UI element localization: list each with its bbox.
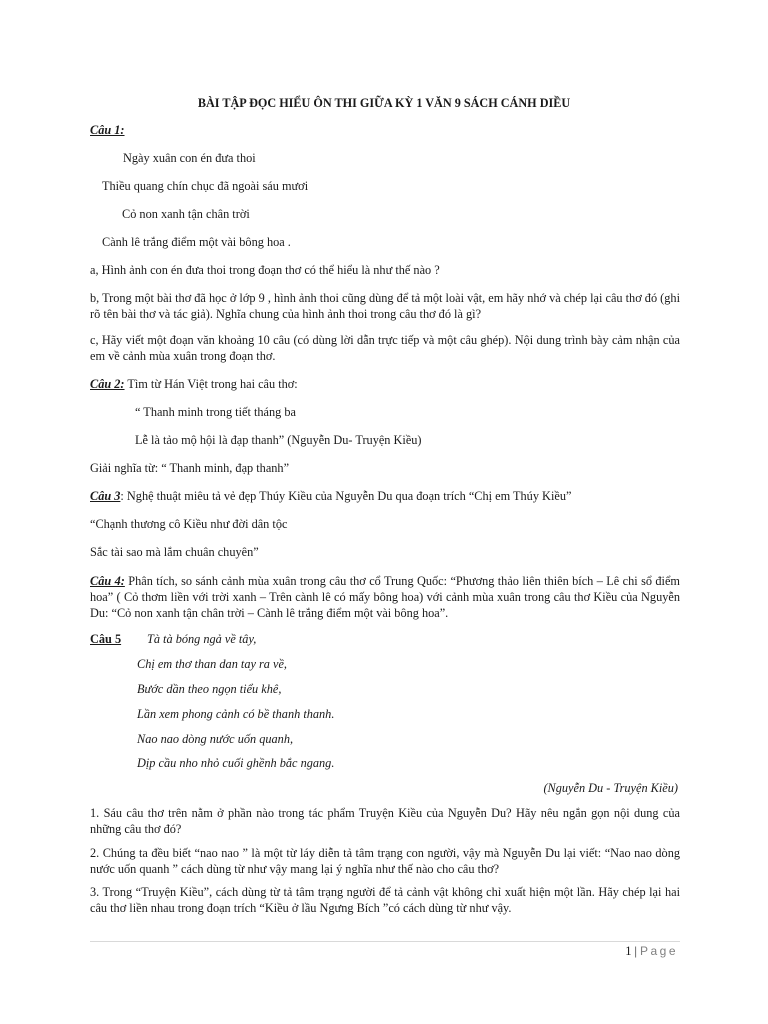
poem-line: Ngày xuân con én đưa thoi: [123, 151, 256, 165]
poem-line: Bước dần theo ngọn tiểu khê,: [137, 682, 282, 696]
verse-line: “ Thanh minh trong tiết tháng ba: [135, 405, 296, 419]
question-4: [90, 573, 680, 621]
question-1a: a, Hình ảnh con én đưa thoi trong đoạn thơ có thể hiểu là như thế nào ?: [90, 263, 440, 277]
quote-line: “Chạnh thương cô Kiều như đời dân tộc: [90, 517, 288, 531]
poem-line: Cỏ non xanh tận chân trời: [122, 207, 250, 221]
poem-line: Tà tà bóng ngả về tây,: [147, 632, 257, 646]
poem-line: Thiều quang chín chục đã ngoài sáu mươi: [102, 179, 309, 193]
question-2-heading: Câu 2:: [90, 377, 125, 391]
question-5-heading: Câu 5: [90, 632, 122, 646]
page-footer: [625, 943, 678, 959]
question-1b: b, Trong một bài thơ đã học ở lớp 9 , hình ảnh thoi cũng dùng để tả một loài vật, em hãy nhớ và chép lại câu thơ đó (ghi rõ tên bài thơ và tác giả). Nghĩa chung của hình ảnh thoi trong câu thơ đó là gì?: [90, 291, 680, 321]
poem-line: Chị em thơ than dan tay ra về,: [137, 657, 288, 671]
question-3-heading: Câu 3: [90, 489, 121, 503]
question-3: [90, 488, 571, 504]
question-4-heading: Câu 4:: [90, 574, 125, 588]
poem-line: Dịp cầu nho nhỏ cuối ghềnh bắc ngang.: [137, 756, 335, 770]
poem-line: Nao nao dòng nước uốn quanh,: [137, 732, 294, 746]
question-2-explain: Giải nghĩa từ: “ Thanh minh, đạp thanh”: [90, 461, 290, 475]
document-title: BÀI TẬP ĐỌC HIỂU ÔN THI GIỮA KỲ 1 VĂN 9 SÁCH CÁNH DIỀU: [197, 96, 571, 110]
question-1c: c, Hãy viết một đoạn văn khoảng 10 câu (có dùng lời dẫn trực tiếp và một câu ghép). Nội dung trình bày cảm nhận của em về cảnh mùa xuân trong đoạn thơ.: [90, 333, 680, 363]
question-4-text: Phân tích, so sánh cảnh mùa xuân trong câu thơ cổ Trung Quốc: “Phương thảo liên thiên bích – Lê chi sổ điểm hoa” ( Cỏ thơm liền với trời xanh – Trên cành lê có mấy bông hoa) với cảnh mùa xuân trong câu thơ Kiều của Nguyễn Du: “Cỏ non xanh tận chân trời – Cành lê trắng điểm một vài bông hoa”.: [90, 574, 680, 620]
question-2-text: Tìm từ Hán Việt trong hai câu thơ:: [124, 377, 298, 391]
poem-line: Lần xem phong cảnh có bề thanh thanh.: [137, 707, 335, 721]
question-5-3: 3. Trong “Truyện Kiều”, cách dùng từ tả tâm trạng người để tả cảnh vật không chỉ xuất hiện một lần. Hãy chép lại hai câu thơ liền nhau trong đoạn trích “Kiều ở lầu Ngưng Bích ”có cách dùng từ như vậy.: [90, 885, 680, 915]
question-1-heading: Câu 1:: [90, 123, 125, 137]
footer-separator: |: [634, 944, 637, 958]
page-label: Page: [639, 944, 678, 958]
verse-line: Lễ là tảo mộ hội là đạp thanh” (Nguyễn Du- Truyện Kiều): [135, 433, 422, 447]
question-5-1: 1. Sáu câu thơ trên nằm ở phần nào trong tác phẩm Truyện Kiều của Nguyễn Du? Hãy nêu ngắn gọn nội dung của những câu thơ đó?: [90, 806, 680, 836]
question-3-text: : Nghệ thuật miêu tả vẻ đẹp Thúy Kiều của Nguyễn Du qua đoạn trích “Chị em Thúy Kiều”: [120, 489, 572, 503]
question-5-2: 2. Chúng ta đều biết “nao nao ” là một từ láy diễn tả tâm trạng con người, vậy mà Nguyễn Du lại viết: “Nao nao dòng nước uốn quanh ” cách dùng từ như vậy mang lại ý nghĩa như thế nào cho câu thơ?: [90, 846, 680, 876]
question-2: [90, 376, 298, 392]
quote-line: Sắc tài sao mà lắm chuân chuyên”: [90, 545, 259, 559]
footer-divider: [90, 941, 680, 942]
poem-source: (Nguyễn Du - Truyện Kiều): [543, 781, 678, 795]
page-number: 1: [625, 944, 632, 958]
poem-line: Cành lê trắng điểm một vài bông hoa .: [102, 235, 291, 249]
